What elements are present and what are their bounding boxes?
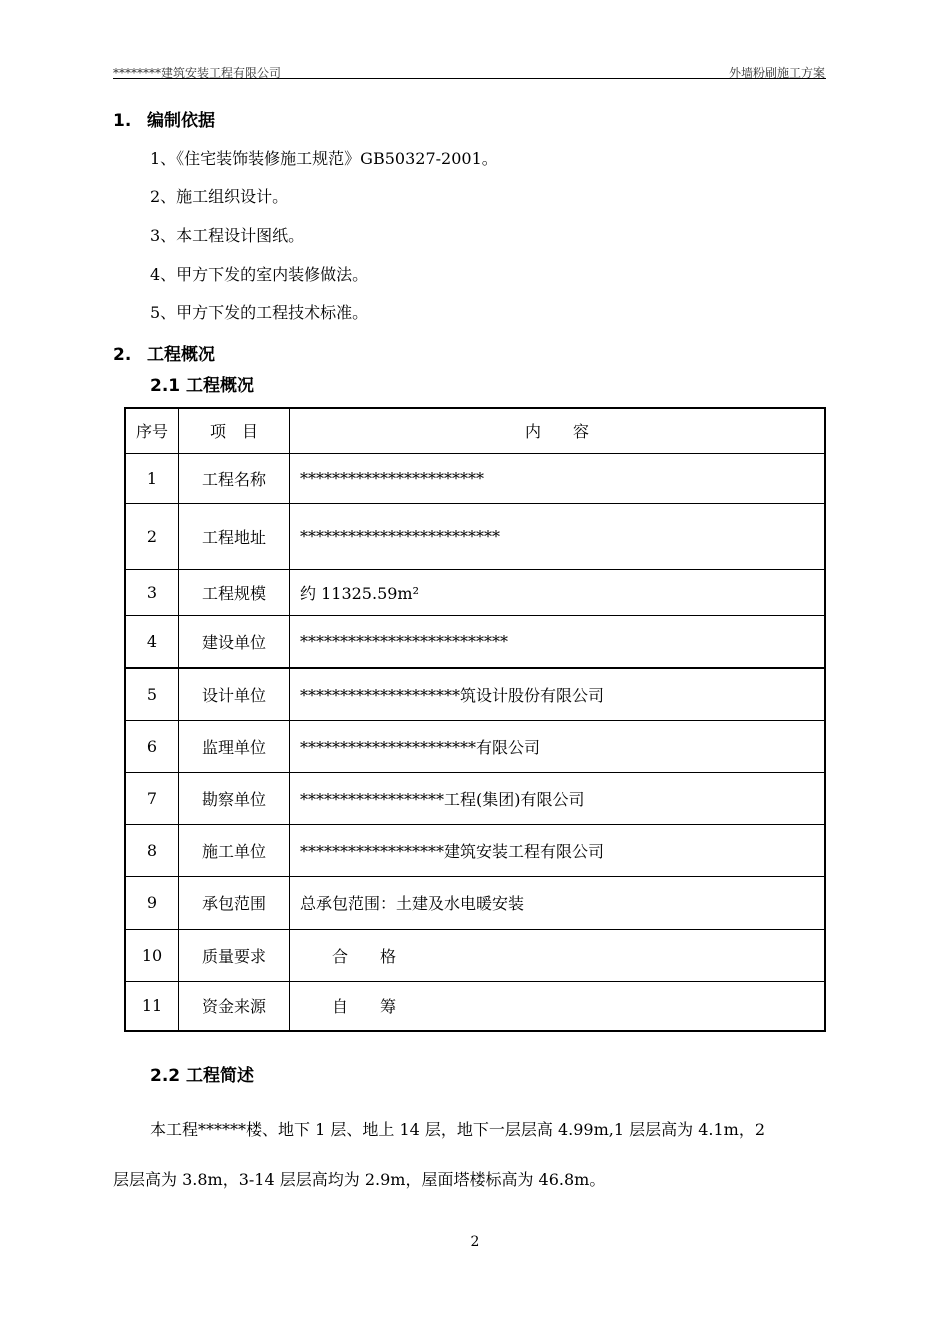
table-row [125, 453, 825, 503]
table-row [125, 929, 825, 981]
row-index: 11 [125, 981, 179, 1031]
basis-item: 3、本工程设计图纸。 [150, 226, 305, 245]
section-1-heading [113, 106, 215, 131]
section-2-title: 工程概况 [147, 345, 215, 365]
row-index: 7 [125, 772, 179, 824]
section-1-number: 1. [113, 111, 132, 131]
row-label: 设计单位 [179, 668, 290, 720]
table-row [125, 824, 825, 876]
table-row [125, 720, 825, 772]
row-index: 4 [125, 615, 179, 668]
subsection-2-1-heading: 2.1 工程概况 [150, 376, 255, 396]
row-value: ******************建筑安装工程有限公司 [290, 824, 826, 876]
row-label: 质量要求 [179, 929, 290, 981]
row-index: 5 [125, 668, 179, 720]
row-label: 工程名称 [179, 453, 290, 503]
row-label: 承包范围 [179, 876, 290, 929]
row-value: 约 11325.59m² [290, 569, 826, 615]
row-value: ********************筑设计股份有限公司 [290, 668, 826, 720]
row-label: 施工单位 [179, 824, 290, 876]
row-value: 自 筹 [290, 981, 826, 1031]
row-index: 6 [125, 720, 179, 772]
header-cell-item: 项 目 [179, 408, 290, 453]
table-row [125, 503, 825, 569]
row-value: ******************工程(集团)有限公司 [290, 772, 826, 824]
section-2-heading [113, 340, 215, 365]
row-label: 工程地址 [179, 503, 290, 569]
row-value: ************************** [290, 615, 826, 668]
row-index: 3 [125, 569, 179, 615]
table-row [125, 668, 825, 720]
row-index: 10 [125, 929, 179, 981]
header-divider [113, 78, 826, 79]
basis-item: 5、甲方下发的工程技术标准。 [150, 303, 369, 322]
description-line-2: 层层高为 3.8m，3-14 层层高均为 2.9m，屋面塔楼标高为 46.8m。 [113, 1170, 606, 1189]
row-label: 勘察单位 [179, 772, 290, 824]
basis-item: 1、《住宅装饰装修施工规范》GB50327-2001。 [150, 149, 498, 168]
row-index: 1 [125, 453, 179, 503]
row-value: ************************* [290, 503, 826, 569]
row-value: *********************** [290, 453, 826, 503]
row-value: 总承包范围：土建及水电暖安装 [290, 876, 826, 929]
description-line-1: 本工程******楼、地下 1 层、地上 14 层，地下一层层高 4.99m,1 层层高为 4.1m，2 [150, 1120, 766, 1139]
page-number: 2 [470, 1234, 480, 1250]
row-label: 资金来源 [179, 981, 290, 1031]
row-index: 8 [125, 824, 179, 876]
basis-item: 2、施工组织设计。 [150, 187, 289, 206]
row-index: 2 [125, 503, 179, 569]
row-label: 建设单位 [179, 615, 290, 668]
header-cell-index: 序号 [125, 408, 179, 453]
basis-item: 4、甲方下发的室内装修做法。 [150, 265, 369, 284]
row-index: 9 [125, 876, 179, 929]
table-row [125, 876, 825, 929]
table-row [125, 772, 825, 824]
row-label: 监理单位 [179, 720, 290, 772]
row-value: 合 格 [290, 929, 826, 981]
table-row [125, 569, 825, 615]
header-company: ********建筑安装工程有限公司 [113, 66, 282, 80]
row-label: 工程规模 [179, 569, 290, 615]
table-row [125, 615, 825, 668]
subsection-2-2-heading: 2.2 工程简述 [150, 1066, 255, 1086]
row-value: **********************有限公司 [290, 720, 826, 772]
section-2-number: 2. [113, 345, 132, 365]
header-doc-title: 外墙粉刷施工方案 [728, 66, 825, 80]
table-header-row [125, 408, 825, 453]
section-1-title: 编制依据 [147, 111, 215, 131]
project-overview-table [124, 407, 826, 1032]
table-row [125, 981, 825, 1031]
header-cell-content: 内 容 [290, 408, 826, 453]
